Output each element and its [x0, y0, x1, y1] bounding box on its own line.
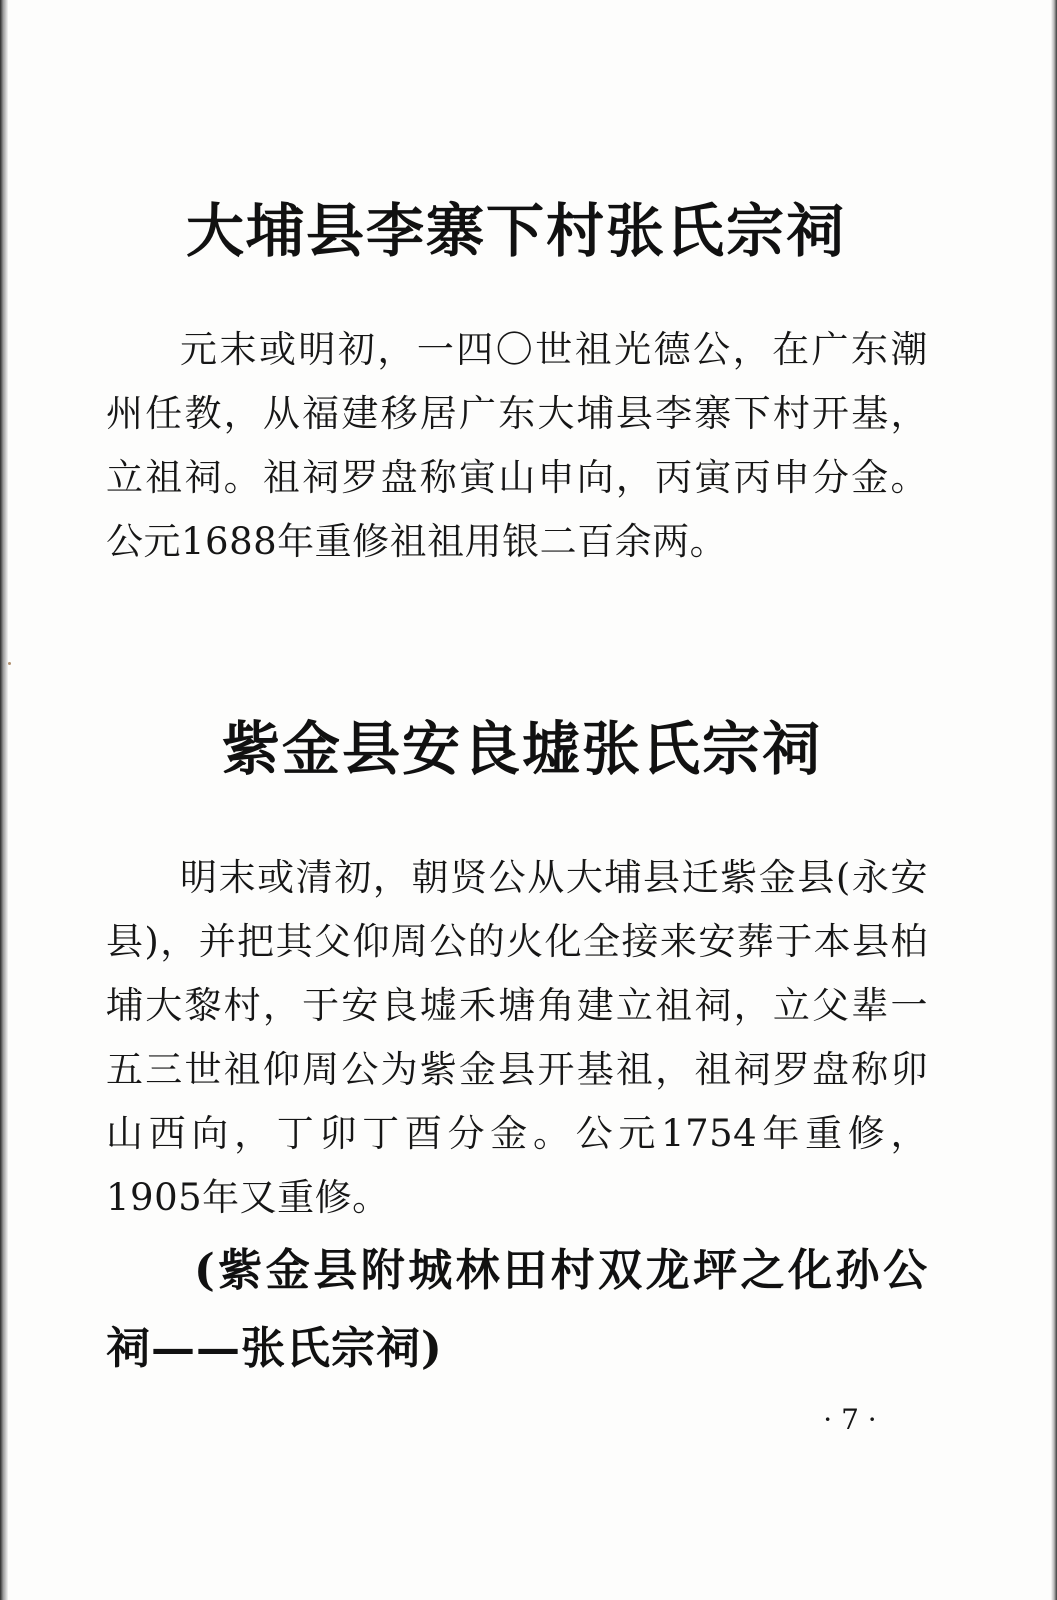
section-paragraph: 元末或明初，一四〇世祖光德公，在广东潮州任教，从福建移居广东大埔县李寨下村开基，立祖祠。祖祠罗盘称寅山申向，丙寅丙申分金。公元1688年重修祖祖用银二百余两。 — [106, 328, 928, 563]
section-paragraph: 明末或清初，朝贤公从大埔县迁紫金县(永安县)，并把其父仰周公的火化全接来安葬于本县柏埔大黎村，于安良墟禾塘角建立祖祠，立父辈一五三世祖仰周公为紫金县开基祖，祖祠罗盘称卯山西向，丁卯丁酉分金。公元1754年重修，1905年又重修。 — [106, 856, 928, 1219]
section-heading: 紫金县安良墟张氏宗祠 — [222, 715, 823, 783]
section-heading: 大埔县李寨下村张氏宗祠 — [186, 197, 847, 265]
photo-caption: (紫金县附城林田村双龙坪之化孙公祠——张氏宗祠) — [106, 1245, 928, 1374]
page-right-edge — [1051, 0, 1057, 1600]
page-number: · 7 · — [823, 1403, 877, 1436]
paper-speck — [8, 662, 11, 665]
page-left-edge — [0, 0, 8, 1600]
